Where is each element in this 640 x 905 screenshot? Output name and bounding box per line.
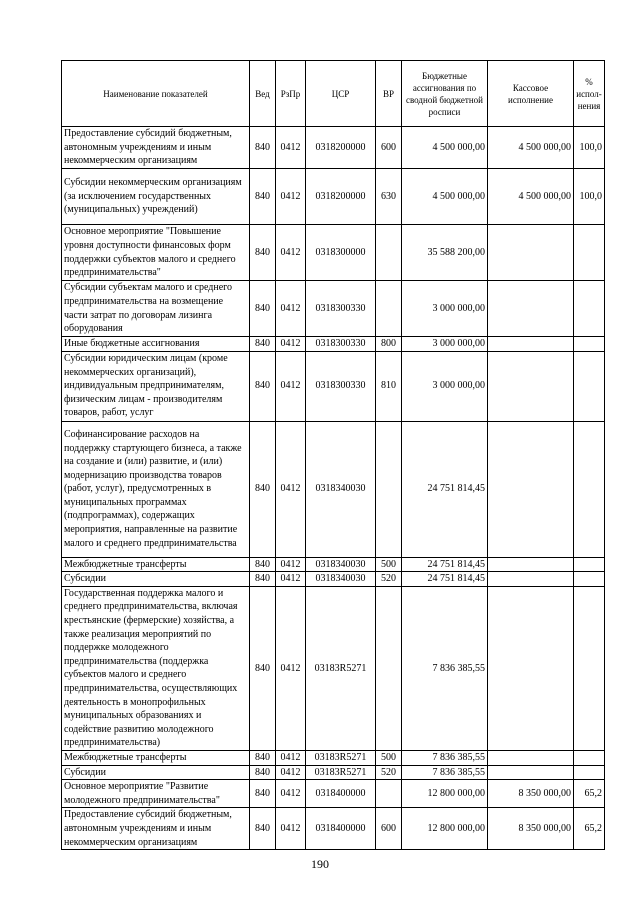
cell-csr: 0318340030 xyxy=(306,557,376,572)
cell-ved: 840 xyxy=(250,765,276,780)
cell-rzpr: 0412 xyxy=(276,780,306,808)
table-row xyxy=(62,169,605,225)
cell-cash xyxy=(488,225,574,281)
cell-pct: 65,2 xyxy=(574,780,605,808)
cell-name: Межбюджетные трансферты xyxy=(62,557,250,572)
cell-rzpr: 0412 xyxy=(276,808,306,850)
cell-pct xyxy=(574,750,605,765)
cell-rzpr: 0412 xyxy=(276,127,306,169)
cell-vr: 810 xyxy=(376,351,402,421)
cell-name: Иные бюджетные ассигнования xyxy=(62,337,250,352)
cell-ved: 840 xyxy=(250,572,276,587)
cell-pct xyxy=(574,586,605,750)
table-row xyxy=(62,750,605,765)
cell-pct: 65,2 xyxy=(574,808,605,850)
cell-budget: 7 836 385,55 xyxy=(402,586,488,750)
cell-vr: 500 xyxy=(376,750,402,765)
cell-budget: 12 800 000,00 xyxy=(402,808,488,850)
cell-vr xyxy=(376,421,402,557)
cell-ved: 840 xyxy=(250,127,276,169)
cell-ved: 840 xyxy=(250,586,276,750)
cell-vr: 600 xyxy=(376,808,402,850)
cell-rzpr: 0412 xyxy=(276,281,306,337)
table-row xyxy=(62,351,605,421)
cell-pct: 100,0 xyxy=(574,127,605,169)
cell-csr: 03183R5271 xyxy=(306,750,376,765)
cell-cash: 4 500 000,00 xyxy=(488,127,574,169)
cell-vr: 600 xyxy=(376,127,402,169)
cell-budget: 3 000 000,00 xyxy=(402,337,488,352)
cell-cash: 8 350 000,00 xyxy=(488,780,574,808)
cell-budget: 35 588 200,00 xyxy=(402,225,488,281)
table-row xyxy=(62,765,605,780)
table-row xyxy=(62,572,605,587)
table-row xyxy=(62,421,605,557)
cell-csr: 03183R5271 xyxy=(306,765,376,780)
cell-name: Основное мероприятие "Повышение уровня доступности финансовых форм поддержки субъектов малого и среднего предпринимательства" xyxy=(62,225,250,281)
cell-pct: 100,0 xyxy=(574,169,605,225)
header-rzpr: РзПр xyxy=(276,61,306,127)
budget-execution-table xyxy=(61,60,605,850)
cell-ved: 840 xyxy=(250,421,276,557)
cell-vr xyxy=(376,281,402,337)
cell-cash: 8 350 000,00 xyxy=(488,808,574,850)
header-budget: Бюджетные ассигнования по сводной бюджетной росписи xyxy=(402,61,488,127)
cell-name: Субсидии некоммерческим организациям (за исключением государственных (муниципальных) учреждений) xyxy=(62,169,250,225)
cell-vr: 520 xyxy=(376,572,402,587)
cell-budget: 4 500 000,00 xyxy=(402,127,488,169)
cell-ved: 840 xyxy=(250,780,276,808)
cell-ved: 840 xyxy=(250,351,276,421)
cell-name: Основное мероприятие "Развитие молодежного предпринимательства" xyxy=(62,780,250,808)
cell-vr: 500 xyxy=(376,557,402,572)
cell-cash xyxy=(488,337,574,352)
cell-csr: 0318400000 xyxy=(306,780,376,808)
cell-csr: 0318300330 xyxy=(306,351,376,421)
cell-budget: 24 751 814,45 xyxy=(402,572,488,587)
cell-rzpr: 0412 xyxy=(276,421,306,557)
cell-cash xyxy=(488,586,574,750)
cell-csr: 03183R5271 xyxy=(306,586,376,750)
cell-pct xyxy=(574,337,605,352)
cell-name: Субсидии юридическим лицам (кроме некоммерческих организаций), индивидуальным предпринимателям, физическим лицам - производителям товаров, работ, услуг xyxy=(62,351,250,421)
cell-name: Субсидии xyxy=(62,765,250,780)
cell-rzpr: 0412 xyxy=(276,351,306,421)
cell-csr: 0318300330 xyxy=(306,281,376,337)
cell-csr: 0318200000 xyxy=(306,127,376,169)
cell-ved: 840 xyxy=(250,808,276,850)
cell-csr: 0318400000 xyxy=(306,808,376,850)
header-cash: Кассовое исполнение xyxy=(488,61,574,127)
cell-csr: 0318340030 xyxy=(306,421,376,557)
cell-rzpr: 0412 xyxy=(276,337,306,352)
header-csr: ЦСР xyxy=(306,61,376,127)
cell-ved: 840 xyxy=(250,750,276,765)
cell-cash xyxy=(488,281,574,337)
cell-budget: 3 000 000,00 xyxy=(402,281,488,337)
cell-rzpr: 0412 xyxy=(276,572,306,587)
header-name: Наименование показателей xyxy=(62,61,250,127)
cell-rzpr: 0412 xyxy=(276,557,306,572)
cell-name: Предоставление субсидий бюджетным, автономным учреждениям и иным некоммерческим организациям xyxy=(62,808,250,850)
cell-ved: 840 xyxy=(250,557,276,572)
cell-cash: 4 500 000,00 xyxy=(488,169,574,225)
cell-rzpr: 0412 xyxy=(276,765,306,780)
header-ved: Вед xyxy=(250,61,276,127)
cell-budget: 7 836 385,55 xyxy=(402,750,488,765)
cell-budget: 7 836 385,55 xyxy=(402,765,488,780)
cell-csr: 0318340030 xyxy=(306,572,376,587)
cell-ved: 840 xyxy=(250,337,276,352)
table-row xyxy=(62,780,605,808)
cell-rzpr: 0412 xyxy=(276,750,306,765)
cell-pct xyxy=(574,557,605,572)
cell-vr: 520 xyxy=(376,765,402,780)
cell-name: Государственная поддержка малого и среднего предпринимательства, включая крестьянские (фермерские) хозяйства, а также реализация мероприятий по поддержке молодежного предпринимательства (поддержка субъектов малого и среднего предпринимательства, осуществляющих деятельность в монопрофильных муниципальных образованиях и содействие развитию молодежного предпринимательства) xyxy=(62,586,250,750)
cell-csr: 0318200000 xyxy=(306,169,376,225)
cell-vr: 800 xyxy=(376,337,402,352)
cell-name: Предоставление субсидий бюджетным, автономным учреждениям и иным некоммерческим организациям xyxy=(62,127,250,169)
table-row xyxy=(62,557,605,572)
cell-pct xyxy=(574,281,605,337)
cell-cash xyxy=(488,750,574,765)
table-row xyxy=(62,127,605,169)
cell-name: Софинансирование расходов на поддержку стартующего бизнеса, а также на создание и (или) развитие, и (или) модернизацию производства товаров (работ, услуг), предусмотренных в муниципальных программах (подпрограммах), содержащих мероприятия, направленные на развитие малого и среднего предпринимательства xyxy=(62,421,250,557)
cell-pct xyxy=(574,421,605,557)
table-body xyxy=(62,127,605,850)
cell-ved: 840 xyxy=(250,169,276,225)
table-row xyxy=(62,808,605,850)
table-row xyxy=(62,586,605,750)
cell-name: Субсидии xyxy=(62,572,250,587)
cell-budget: 24 751 814,45 xyxy=(402,421,488,557)
cell-csr: 0318300330 xyxy=(306,337,376,352)
header-vr: ВР xyxy=(376,61,402,127)
cell-cash xyxy=(488,557,574,572)
cell-budget: 12 800 000,00 xyxy=(402,780,488,808)
table-row xyxy=(62,337,605,352)
header-pct: % испол-нения xyxy=(574,61,605,127)
cell-cash xyxy=(488,351,574,421)
cell-ved: 840 xyxy=(250,225,276,281)
page-number: 190 xyxy=(311,857,329,871)
cell-budget: 4 500 000,00 xyxy=(402,169,488,225)
table-row xyxy=(62,281,605,337)
table-header-row xyxy=(62,61,605,127)
cell-cash xyxy=(488,765,574,780)
cell-vr xyxy=(376,780,402,808)
cell-csr: 0318300000 xyxy=(306,225,376,281)
cell-budget: 3 000 000,00 xyxy=(402,351,488,421)
cell-rzpr: 0412 xyxy=(276,586,306,750)
cell-pct xyxy=(574,765,605,780)
cell-budget: 24 751 814,45 xyxy=(402,557,488,572)
cell-rzpr: 0412 xyxy=(276,169,306,225)
cell-name: Межбюджетные трансферты xyxy=(62,750,250,765)
cell-pct xyxy=(574,351,605,421)
cell-cash xyxy=(488,572,574,587)
cell-pct xyxy=(574,225,605,281)
cell-ved: 840 xyxy=(250,281,276,337)
cell-vr xyxy=(376,225,402,281)
cell-name: Субсидии субъектам малого и среднего предпринимательства на возмещение части затрат по договорам лизинга оборудования xyxy=(62,281,250,337)
cell-pct xyxy=(574,572,605,587)
table-row xyxy=(62,225,605,281)
cell-vr xyxy=(376,586,402,750)
cell-cash xyxy=(488,421,574,557)
cell-vr: 630 xyxy=(376,169,402,225)
cell-rzpr: 0412 xyxy=(276,225,306,281)
